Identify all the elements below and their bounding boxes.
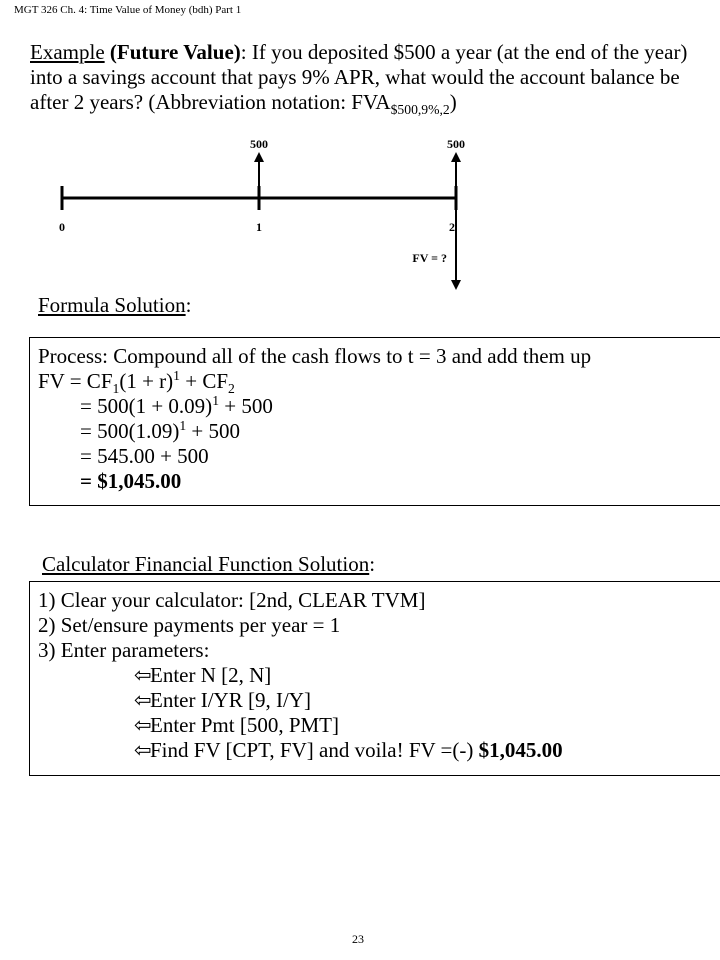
period-label-0: 0 <box>59 220 65 234</box>
formula-line-3: = $500(1.09)^1 + 500$ <box>80 418 241 443</box>
calc-substep: ⇦Enter I/YR [9, I/Y] <box>134 688 311 712</box>
example-close: ) <box>449 90 457 114</box>
cashflow-label-1: 500 <box>250 137 268 151</box>
calc-step-3: 3) Enter parameters: <box>38 638 210 662</box>
page-number: 23 <box>352 932 364 946</box>
timeline-diagram <box>0 130 720 300</box>
formula-box <box>29 337 720 506</box>
calc-substep: ⇦Find FV [CPT, FV] and voila! FV =(-) $1,045.00 <box>134 738 563 762</box>
example-text: : If you deposited $500 a year (at the end of the year) into a savings account that pays 9% APR, what would the account balance be after 2 years? (Abbreviation notation: FVA <box>30 40 688 114</box>
formula-process: Process: Compound all of the cash flows to t = 3 and add them up <box>38 344 592 368</box>
fv-label: FV = ? <box>412 251 447 265</box>
calc-step-2: 2) Set/ensure payments per year = 1 <box>38 613 341 637</box>
arrow-left-icon: ⇦ <box>134 713 152 737</box>
formula-line-2: = $500(1 + 0.09)^1 + 500$ <box>80 393 273 418</box>
calc-substep: ⇦Enter N [2, N] <box>134 663 272 687</box>
cashflow-arrowhead-1 <box>254 152 264 162</box>
period-label-1: 1 <box>256 220 262 234</box>
formula-title: Formula Solution: <box>38 293 192 317</box>
arrow-left-icon: ⇦ <box>134 738 152 762</box>
calculator-box <box>29 581 720 776</box>
formula-answer: = $1,045.00 <box>80 469 182 493</box>
period-label-2: 2 <box>449 220 455 234</box>
fv-arrowhead <box>451 280 461 290</box>
formula-line-4: = 545.00 + 500 <box>80 444 209 468</box>
example-label: Example <box>30 40 105 64</box>
example-problem <box>30 40 720 118</box>
calc-answer: $1,045.00 <box>478 738 563 762</box>
calc-substep: ⇦Enter Pmt [500, PMT] <box>134 713 339 737</box>
cashflow-arrowhead-2 <box>451 152 461 162</box>
page-header: MGT 326 Ch. 4: Time Value of Money (bdh) Part 1 <box>14 4 242 16</box>
calc-step-1: 1) Clear your calculator: [2nd, CLEAR TVM] <box>38 588 426 612</box>
formula-line-1: FV = $CF_1(1 + r)^1 + CF_2$ <box>38 368 235 397</box>
calculator-title: Calculator Financial Function Solution: <box>42 552 376 576</box>
example-title: (Future Value) <box>109 40 241 64</box>
cashflow-label-2: 500 <box>447 137 465 151</box>
example-subscript: $500,9%,2 <box>390 102 450 118</box>
arrow-left-icon: ⇦ <box>134 688 152 712</box>
arrow-left-icon: ⇦ <box>134 663 152 687</box>
